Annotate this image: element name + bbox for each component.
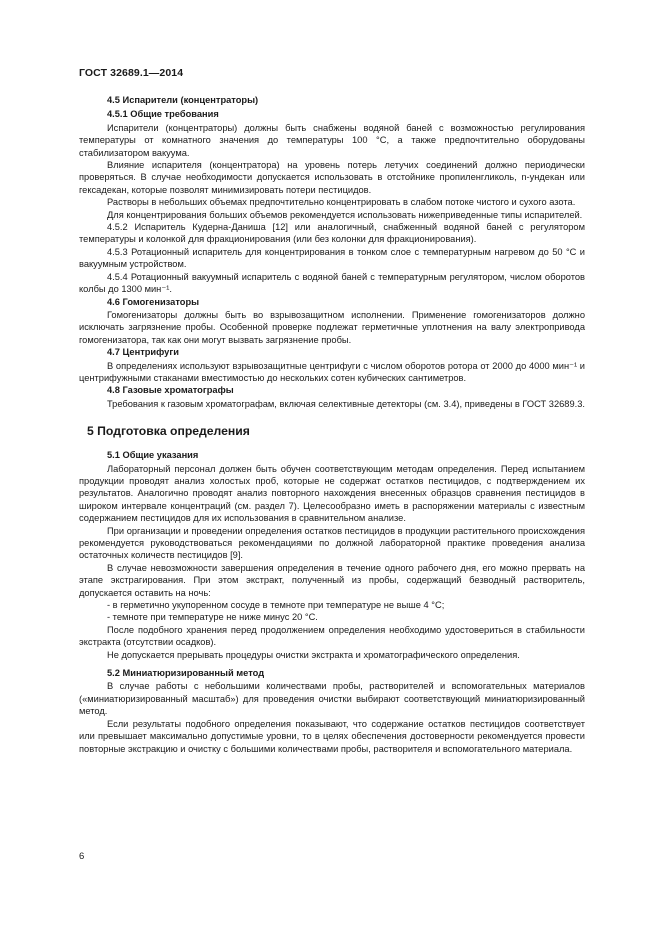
- paragraph: В определениях используют взрывозащитные центрифуги с числом оборотов ротора от 2000 до 4000 мин⁻¹ и центрифужными стаканами вместимостью до нескольких сотен кубических сантиметров.: [79, 360, 585, 383]
- page-number: 6: [79, 851, 85, 862]
- paragraph-4-5-3: 4.5.3 Ротационный испаритель для концентрирования в тонком слое с температурным нагревом до 50 °С и вакуумным устройством.: [79, 246, 585, 270]
- paragraph: Растворы в небольших объемах предпочтительно концентрировать в слабом потоке чистого и сухого азота.: [107, 197, 576, 208]
- paragraph: Требования к газовым хроматографам, включая селективные детекторы (см. 3.4), приведены в ГОСТ 32689.3.: [107, 398, 585, 409]
- paragraph: Не допускается прерывать процедуры очистки экстракта и хроматографического определения.: [107, 649, 520, 660]
- section-4-8-heading: 4.8 Газовые хроматографы: [107, 385, 234, 396]
- section-4-5-heading: 4.5 Испарители (концентраторы): [107, 95, 259, 105]
- paragraph: Если результаты подобного определения показывают, что содержание остатков пестицидов соответствует или превышает максимально допустимые уровни, то в целях обеспечения достоверности рекомендуется провести повторные экстракцию и очистку с большими количествами пробы, растворителя и вспомогательного материала.: [79, 718, 585, 754]
- list-item: - в герметично укупоренном сосуде в темноте при температуре не выше 4 °С;: [107, 600, 445, 611]
- section-4-6-heading: 4.6 Гомогенизаторы: [107, 296, 200, 307]
- section-4-7-heading: 4.7 Центрифуги: [107, 347, 179, 358]
- document-header: ГОСТ 32689.1—2014: [79, 67, 184, 79]
- paragraph: В случае невозможности завершения определения в течение одного рабочего дня, его можно прервать на этапе экстрагирования. При этом экстракт, полученный из пробы, содержащий безводный растворитель, допускается оставить на ночь:: [79, 562, 585, 598]
- list-item: - темноте при температуре не ниже минус 20 °С.: [107, 612, 318, 623]
- paragraph: Гомогенизаторы должны быть во взрывозащитном исполнении. Применение гомогенизаторов должно исключать загрязнение пробы. Особенной проверке подлежат герметичные уплотнения на валу электропривода гомогенизатора, так как они могут вызвать загрязнение пробы.: [79, 309, 585, 345]
- document-body: [79, 93, 585, 755]
- paragraph: Лабораторный персонал должен быть обучен соответствующим методам определения. Перед испытанием продукции проводят анализ холостых проб, которые не содержат остатков пестицидов, с подтверждением их результатов. Аналогично проводят анализ повторного нахождения внесенных образцов сравнения пестицидов в широком интервале концентраций (см. раздел 7). Целесообразно иметь в распоряжении материалы с известным содержанием пестицидов для их использования в сравнительном анализе.: [79, 463, 585, 524]
- paragraph: При организации и проведении определения остатков пестицидов в продукции растительного происхождения рекомендуется руководствоваться рекомендациями по должной лабораторной практике проведения анализа остаточных количеств пестицидов [9].: [79, 525, 585, 561]
- paragraph-4-5-4: 4.5.4 Ротационный вакуумный испаритель с водяной баней с температурным регулятором, числом оборотов колбы до 1300 мин⁻¹.: [79, 271, 585, 295]
- section-4-5-1-heading: 4.5.1 Общие требования: [107, 109, 219, 120]
- paragraph-4-5-2: 4.5.2 Испаритель Кудерна-Даниша [12] или аналогичный, снабженный водяной баней с регулятором температуры и колонкой для фракционирования (или без колонки для фракционирования).: [79, 222, 585, 245]
- section-5-2-heading: 5.2 Миниатюризированный метод: [107, 668, 265, 679]
- paragraph: Для концентрирования больших объемов рекомендуется использовать нижеприведенные типы испарителей.: [107, 209, 583, 220]
- paragraph: Влияние испарителя (концентратора) на уровень потерь летучих соединений должно периодически проверяться. В случае необходимости допускается использовать в отстойнике пропиленгликоль, n-ундекан или гексадекан, которые позволят минимизировать потери пестицидов.: [79, 160, 585, 195]
- paragraph: Испарители (концентраторы) должны быть снабжены водяной баней с возможностью регулирования температуры от комнатного значения до температуры 100 °С, а также предпочтительно оборудованы стабилизатором вакуума.: [79, 122, 585, 158]
- section-5-heading: 5 Подготовка определения: [87, 424, 250, 439]
- paragraph: После подобного хранения перед продолжением определения необходимо удостовериться в стабильности экстракта (отсутствии осадков).: [79, 624, 585, 648]
- paragraph: В случае работы с небольшими количествами пробы, растворителей и вспомогательных материалов («миниатюризированный масштаб») для проведения очистки выбирают соответствующий миниатюризированный метод.: [79, 681, 585, 717]
- section-5-1-heading: 5.1 Общие указания: [107, 450, 199, 461]
